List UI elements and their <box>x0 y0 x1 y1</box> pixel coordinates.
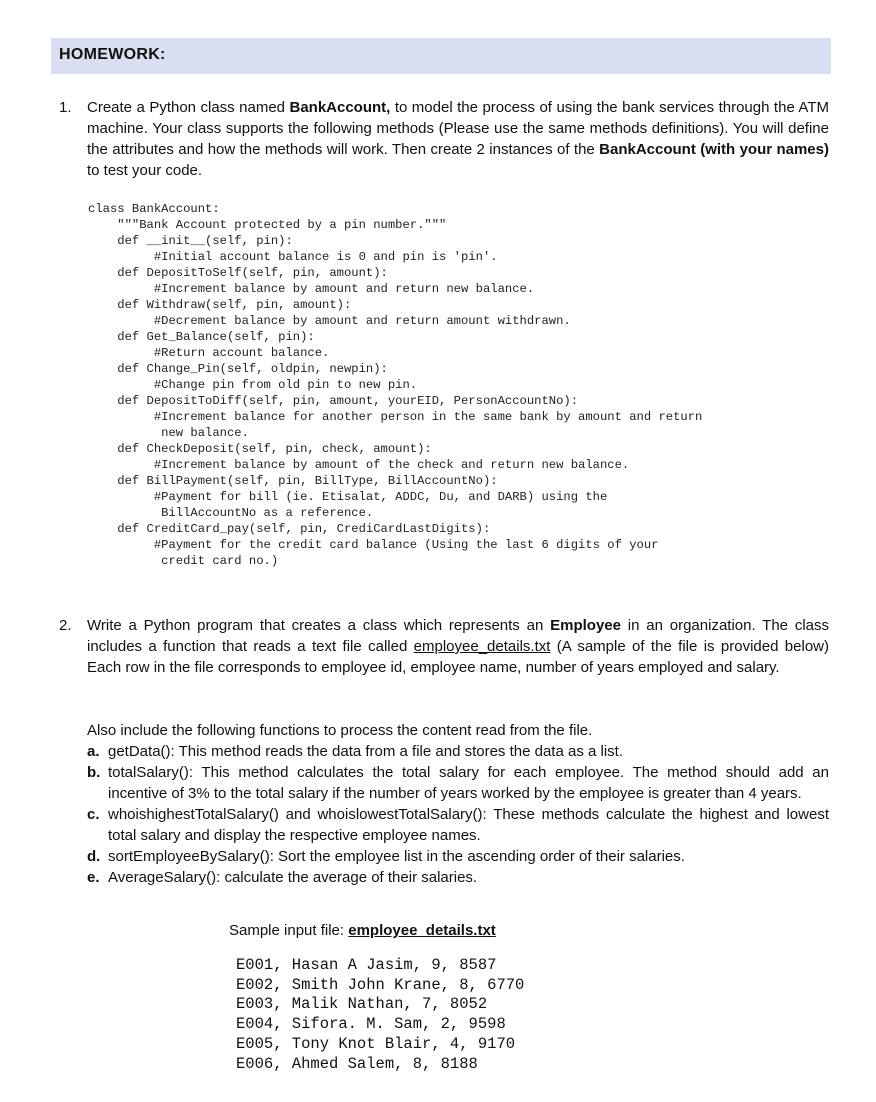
sample-row: E003, Malik Nathan, 7, 8052 <box>236 995 488 1014</box>
q1-text-a: Create a Python class named <box>87 99 290 116</box>
question-2-text <box>87 615 829 678</box>
question-2 <box>59 615 829 678</box>
sample-row: E005, Tony Knot Blair, 4, 9170 <box>236 1034 516 1053</box>
code-line: def Change_Pin(self, oldpin, newpin): <box>88 362 388 376</box>
q1-text-b: to model the process of using the bank services through the ATM machine. Your class supports the following methods (Please use the same methods definitions). You will define the attributes and how the methods will work. Then create 2 instances of the <box>87 99 829 158</box>
code-line: def __init__(self, pin): <box>88 234 293 248</box>
function-item-letter: a. <box>87 743 100 760</box>
also-include-text: Also include the following functions to process the content read from the file. <box>87 722 593 739</box>
code-line: #Return account balance. <box>88 346 330 360</box>
function-item-letter: e. <box>87 869 100 886</box>
q1-text-end: to test your code. <box>87 162 203 179</box>
function-list <box>87 741 829 888</box>
function-item-letter: c. <box>87 806 100 823</box>
question-2-number: 2. <box>59 617 72 634</box>
code-line: #Increment balance for another person in the same bank by amount and return <box>88 410 703 424</box>
function-item-text: AverageSalary(): calculate the average of their salaries. <box>108 869 478 886</box>
code-line: def BillPayment(self, pin, BillType, BillAccountNo): <box>88 474 498 488</box>
function-item-letter: b. <box>87 764 101 781</box>
question-1 <box>59 97 829 181</box>
question-1-text <box>87 97 829 181</box>
q2-text-a: Write a Python program that creates a class which represents an <box>87 617 551 634</box>
code-line: new balance. <box>88 426 249 440</box>
q2-text-b: in an organization. The class includes a function that reads a text file called <box>87 617 830 655</box>
code-line: def DepositToSelf(self, pin, amount): <box>88 266 388 280</box>
question-1-number: 1. <box>59 99 72 116</box>
sample-row: E006, Ahmed Salem, 8, 8188 <box>236 1054 478 1073</box>
function-item-text: sortEmployeeBySalary(): Sort the employee list in the ascending order of their salaries. <box>108 848 685 865</box>
q1-class-name-2: BankAccount <box>599 141 696 158</box>
code-line: #Increment balance by amount and return new balance. <box>88 282 535 296</box>
code-line: #Payment for bill (ie. Etisalat, ADDC, Du, and DARB) using the <box>88 490 608 504</box>
sample-row: E002, Smith John Krane, 8, 6770 <box>236 975 525 994</box>
function-item-text: totalSalary(): This method calculates the total salary for each employee. The method should add an incentive of 3% to the total salary if the number of years worked by the employee is greater than 4 years. <box>108 764 829 802</box>
q2-text-end: (A sample of the file is provided below) Each row in the file corresponds to employee id, employee name, number of years employed and salary. <box>87 638 829 676</box>
q1-with-names: (with your names) <box>700 141 829 158</box>
code-line: """Bank Account protected by a pin number.""" <box>88 218 447 232</box>
code-line: #Change pin from old pin to new pin. <box>88 378 418 392</box>
code-line: #Payment for the credit card balance (Using the last 6 digits of your <box>88 538 659 552</box>
code-line: def Withdraw(self, pin, amount): <box>88 298 352 312</box>
code-line: BillAccountNo as a reference. <box>88 506 374 520</box>
function-item <box>87 867 829 888</box>
function-item-letter: d. <box>87 848 101 865</box>
code-line: class BankAccount: <box>88 202 220 216</box>
function-item <box>87 846 829 867</box>
function-item <box>87 741 829 762</box>
q2-employee-word: Employee <box>550 617 621 634</box>
code-line: #Increment balance by amount of the check and return new balance. <box>88 458 630 472</box>
function-item-text: getData(): This method reads the data from a file and stores the data as a list. <box>108 743 623 760</box>
function-item <box>87 762 829 804</box>
code-line: def Get_Balance(self, pin): <box>88 330 315 344</box>
sample-label-text: Sample input file: <box>229 922 349 939</box>
homework-header <box>51 38 831 74</box>
code-line: def CreditCard_pay(self, pin, CrediCardLastDigits): <box>88 522 491 536</box>
sample-row: E001, Hasan A Jasim, 9, 8587 <box>236 956 497 974</box>
sample-label <box>229 920 496 941</box>
code-line: #Initial account balance is 0 and pin is 'pin'. <box>88 250 498 264</box>
q2-file-link[interactable]: employee_details.txt <box>413 638 551 655</box>
code-line: credit card no.) <box>88 554 279 568</box>
sample-file-name: employee_details.txt <box>348 922 496 939</box>
code-line: def DepositToDiff(self, pin, amount, yourEID, PersonAccountNo): <box>88 394 579 408</box>
sample-row: E004, Sifora. M. Sam, 2, 9598 <box>236 1015 506 1034</box>
code-line: def CheckDeposit(self, pin, check, amount): <box>88 442 432 456</box>
function-item-text: whoishighestTotalSalary() and whoislowestTotalSalary(): These methods calculate the highest and lowest total salary and display the respective employee names. <box>108 806 829 844</box>
q1-class-name: BankAccount, <box>289 99 391 116</box>
code-block <box>88 201 702 569</box>
homework-title: HOMEWORK: <box>59 46 166 63</box>
sample-file-content <box>236 956 524 1074</box>
code-line: #Decrement balance by amount and return amount withdrawn. <box>88 314 571 328</box>
function-item <box>87 804 829 846</box>
